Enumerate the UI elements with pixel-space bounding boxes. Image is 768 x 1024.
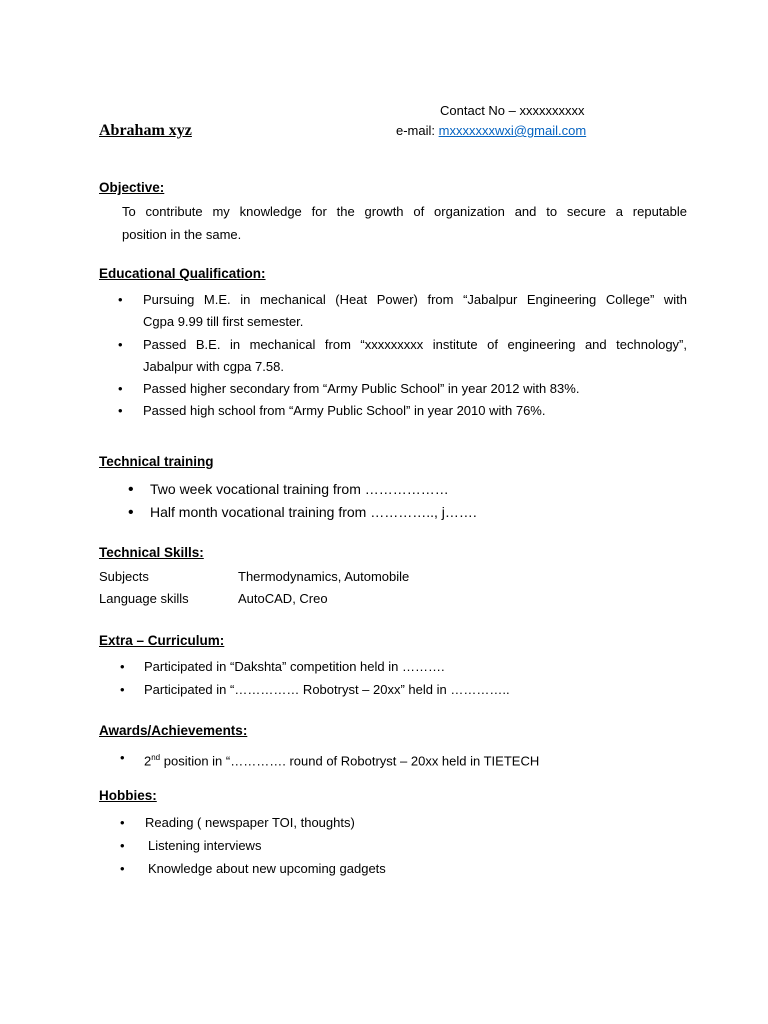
hobbies-heading: Hobbies:: [99, 788, 157, 803]
extra-heading: Extra – Curriculum:: [99, 633, 225, 648]
extra-list: [120, 655, 510, 701]
bullet-icon: •: [118, 336, 123, 352]
education-item-line: Passed higher secondary from “Army Public School” in year 2012 with 83%.: [143, 381, 580, 397]
bullet-icon: •: [118, 403, 123, 419]
skills-label: Language skills: [99, 591, 189, 606]
objective-text: [122, 200, 687, 246]
extra-item-text: Participated in “Dakshta” competition held in ……….: [144, 659, 445, 674]
skills-row: [99, 569, 149, 584]
contact-text: Contact No – xxxxxxxxxx: [440, 103, 585, 118]
bullet-icon: •: [128, 481, 134, 498]
awards-heading: Awards/Achievements:: [99, 723, 248, 738]
bullet-icon: •: [118, 381, 123, 397]
training-list: [128, 478, 477, 524]
training-item: [128, 478, 477, 501]
award-ordinal: 2: [144, 753, 152, 769]
education-item-line: Passed high school from “Army Public School” in year 2010 with 76%.: [143, 403, 546, 419]
extra-item: [120, 655, 510, 678]
skills-row: [99, 591, 189, 606]
education-item-line: Passed B.E. in mechanical from “xxxxxxxxx institute of engineering and technology”,: [143, 336, 687, 352]
hobby-item-text: Listening interviews: [148, 838, 262, 853]
bullet-icon: •: [118, 292, 123, 307]
award-item: [120, 746, 539, 772]
contact-number: [440, 103, 585, 118]
hobby-item-text: Reading ( newspaper TOI, thoughts): [145, 815, 355, 830]
education-item-line: Jabalpur with cgpa 7.58.: [143, 358, 284, 374]
education-item: [118, 378, 687, 400]
objective-heading: Objective:: [99, 180, 165, 195]
skills-heading: Technical Skills:: [99, 545, 204, 560]
education-item-line: Pursuing M.E. in mechanical (Heat Power) from “Jabalpur Engineering College” with: [143, 292, 687, 307]
education-item: [118, 334, 687, 379]
objective-line-2: position in the same.: [122, 227, 242, 242]
education-item: [118, 289, 687, 334]
extra-item-text: Participated in “…………… Robotryst – 20xx” held in …………..: [144, 682, 510, 697]
skills-label: Subjects: [99, 569, 149, 584]
bullet-icon: •: [120, 838, 125, 853]
training-item-text: Half month vocational training from ………….., j…….: [150, 504, 477, 520]
education-heading: Educational Qualification:: [99, 266, 266, 281]
bullet-icon: •: [128, 504, 134, 521]
awards-list: [120, 746, 539, 772]
email-label: e-mail:: [396, 123, 439, 138]
bullet-icon: •: [120, 750, 125, 765]
hobby-item: [120, 811, 386, 834]
hobbies-list: [120, 811, 386, 880]
objective-line-1: To contribute my knowledge for the growth of organization and to secure a reputable: [122, 204, 687, 219]
bullet-icon: •: [120, 682, 125, 697]
education-list: [118, 289, 687, 423]
hobby-item-text: Knowledge about new upcoming gadgets: [148, 861, 386, 876]
education-item: [118, 400, 687, 422]
hobby-item: [120, 834, 386, 857]
email-link[interactable]: mxxxxxxxwxi@gmail.com: [438, 123, 587, 138]
candidate-name: Abraham xyz: [99, 122, 192, 139]
training-item: [128, 501, 477, 524]
award-ordinal-suffix: nd: [151, 753, 161, 762]
hobby-item: [120, 857, 386, 880]
training-item-text: Two week vocational training from ………………: [150, 481, 449, 497]
bullet-icon: •: [120, 659, 125, 674]
award-text: position in “…………. round of Robotryst – 20xx held in TIETECH: [160, 753, 540, 769]
bullet-icon: •: [120, 815, 125, 830]
training-heading: Technical training: [99, 454, 214, 469]
education-item-line: Cgpa 9.99 till first semester.: [143, 314, 304, 330]
skills-value: AutoCAD, Creo: [238, 591, 328, 606]
email-line: [396, 123, 586, 138]
extra-item: [120, 678, 510, 701]
bullet-icon: •: [120, 861, 125, 876]
skills-value: Thermodynamics, Automobile: [238, 569, 410, 584]
